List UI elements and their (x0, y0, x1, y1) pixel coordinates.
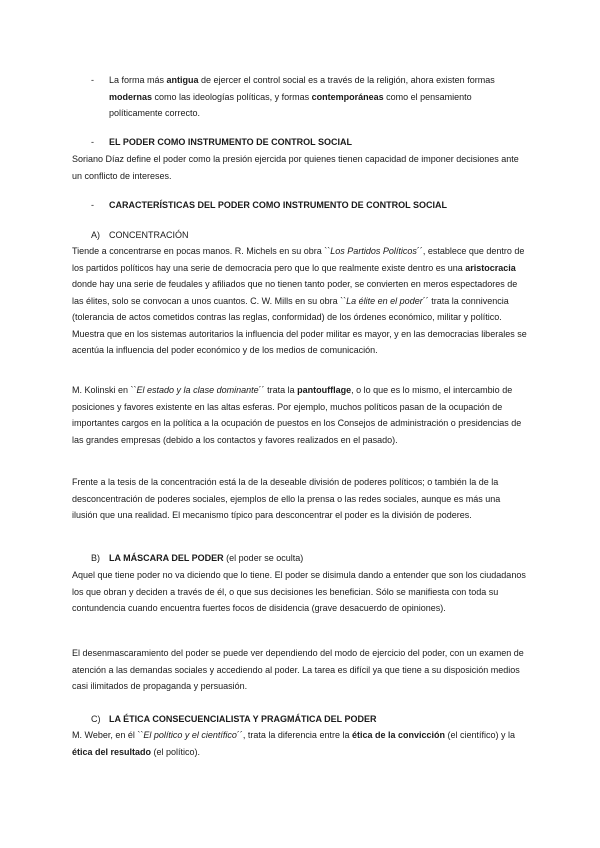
subsection-heading: LA ÉTICA CONSECUENCIALISTA Y PRAGMÁTICA DEL PODER (109, 714, 377, 724)
section-heading: CARACTERÍSTICAS DEL PODER COMO INSTRUMENTO DE CONTROL SOCIAL (109, 200, 448, 210)
subsection-heading: CONCENTRACIÓN (109, 230, 189, 240)
mascara-paragraph-2: El desenmascaramiento del poder se puede ver dependiendo del modo de ejercicio del poder, con un examen de atención a las demandas sociales y accediendo al poder. La tarea es difícil ya que tiene a su disposición medios casi ilimitados de propaganda y persuasión. (72, 648, 524, 691)
poder-definition: Soriano Díaz define el poder como la presión ejercida por quienes tienen capacidad de imponer decisiones ante un conflicto de intereses. (72, 154, 519, 181)
section-heading: EL PODER COMO INSTRUMENTO DE CONTROL SOCIAL (109, 137, 353, 147)
intro-paragraph: La forma más antigua de ejercer el control social es a través de la religión, ahora existen formas modernas como las ideologías políticas, y formas contemporáneas como el pensamiento políticamente correcto. (109, 75, 495, 118)
etica-paragraph: M. Weber, en él ``El político y el científico´´, trata la diferencia entre la ética de la convicción (el científico) y la ética del resultado (el político). (72, 730, 516, 757)
subsection-letter: B) (91, 553, 100, 563)
bullet-dash: - (91, 75, 94, 85)
bullet-dash: - (91, 137, 94, 147)
mascara-paragraph-1: Aquel que tiene poder no va diciendo que lo tiene. El poder se disimula dando a entender que son los ciudadanos los que obran y deciden a través de él, o que sus decisiones les benefician. Sólo se manifiesta con toda su contundencia cuando encuentra fuertes focos de disidencia (grave desacuerdo de opiniones). (72, 570, 526, 613)
bullet-dash: - (91, 200, 94, 210)
subsection-heading: LA MÁSCARA DEL PODER (el poder se oculta) (109, 553, 304, 563)
subsection-letter: A) (91, 230, 100, 240)
concentracion-paragraph-1: Tiende a concentrarse en pocas manos. R. Michels en su obra ``Los Partidos Políticos´´, establece que dentro de los partidos políticos hay una serie de democracia pero que lo que realmente existe dentro es una aristocracia donde hay una serie de feudales y afiliados que no tienen tanto poder, se convierten en meros espectadores de las élites, solo se convocan a unos cuantos. C. W. Mills en su obra ``La élite en el poder´´ trata la connivencia (tolerancia de actos cometidos contras las reglas, conformidad) de los órdenes económico, militar y político. Muestra que en los sistemas autoritarios la influencia del poder militar es mayor, y en las democracias liberales se acentúa la influencia del poder económico y de los medios de comunicación. (72, 246, 527, 355)
concentracion-paragraph-3: Frente a la tesis de la concentración está la de la deseable división de poderes políticos; o también la de la desconcentración de poderes sociales, ejemplos de ello la prensa o las redes sociales, aunque es más una ilusión que una realidad. El mecanismo típico para desconcentrar el poder es la división de poderes. (72, 477, 501, 520)
concentracion-paragraph-2: M. Kolinski en ``El estado y la clase dominante´´ trata la pantoufflage, o lo que es lo mismo, el intercambio de posiciones y favores existente en las altas esferas. Por ejemplo, muchos políticos pasan de la ocupación de importantes cargos en la política a la ocupación de puestos en los Consejos de administración o presidencias de las grandes empresas (debido a los contactos y favores realizados en el pasado). (72, 385, 522, 445)
subsection-letter: C) (91, 714, 101, 724)
